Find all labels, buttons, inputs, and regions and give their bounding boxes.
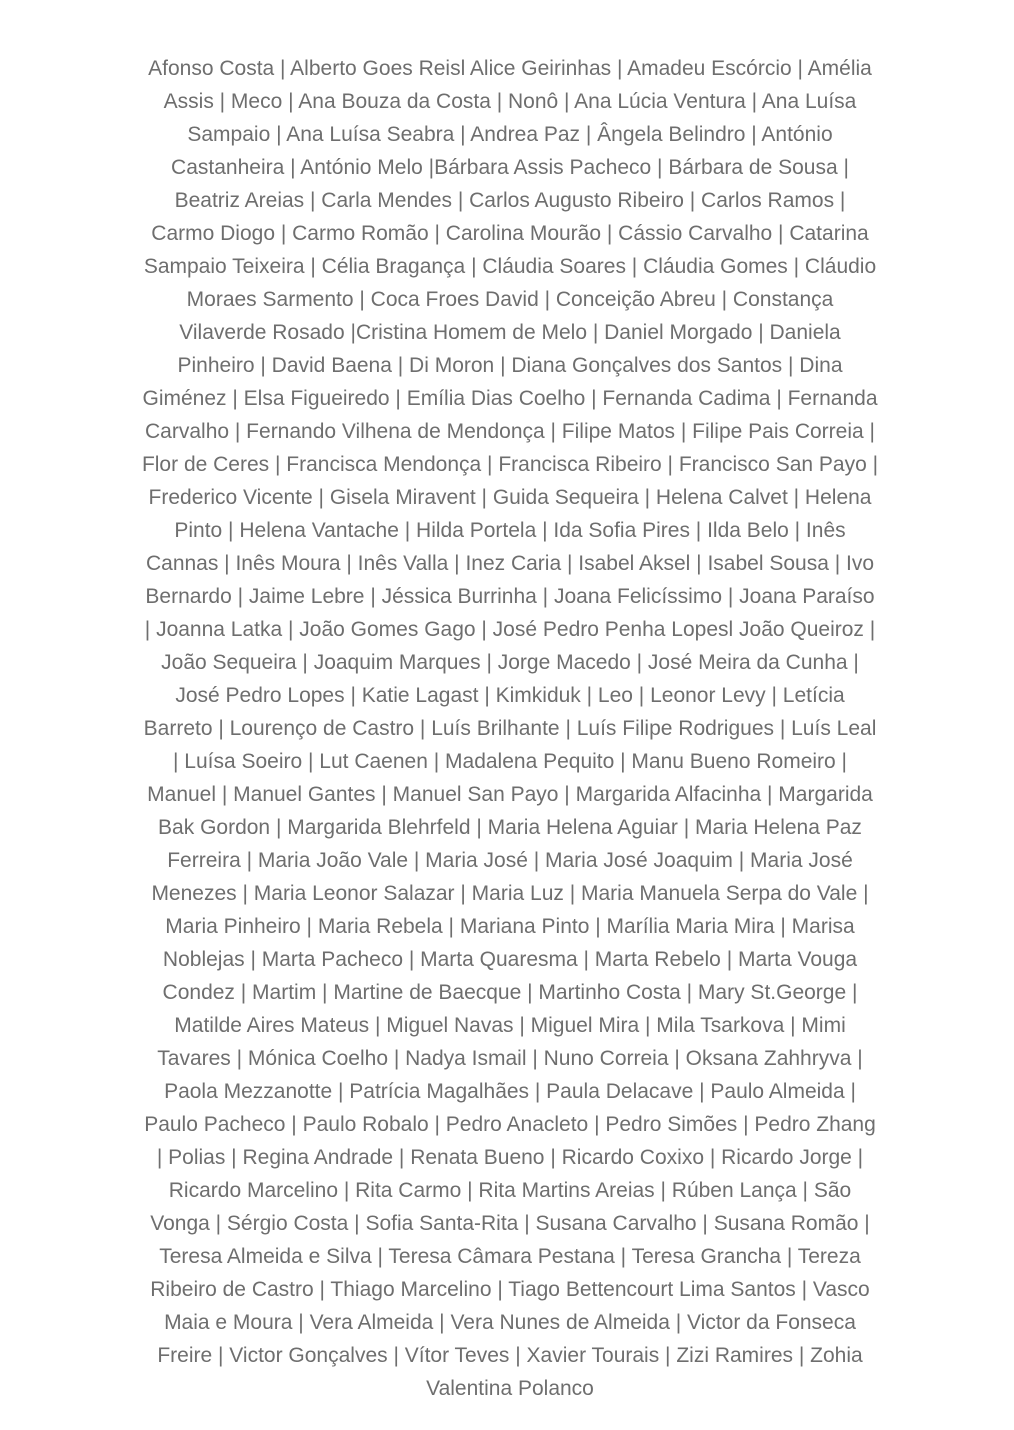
names-line: Ricardo Marcelino | Rita Carmo | Rita Martins Areias | Rúben Lança | São [168, 1179, 852, 1202]
names-line: Paulo Pacheco | Paulo Robalo | Pedro Anacleto | Pedro Simões | Pedro Zhang [144, 1113, 876, 1136]
names-line: Ribeiro de Castro | Thiago Marcelino | Tiago Bettencourt Lima Santos | Vasco [150, 1278, 870, 1301]
names-line: Maria Pinheiro | Maria Rebela | Mariana Pinto | Marília Maria Mira | Marisa [165, 915, 855, 938]
names-line: José Pedro Lopes | Katie Lagast | Kimkiduk | Leo | Leonor Levy | Letícia [175, 684, 845, 707]
names-line: Ferreira | Maria João Vale | Maria José | Maria José Joaquim | Maria José [167, 849, 853, 872]
names-line: João Sequeira | Joaquim Marques | Jorge Macedo | José Meira da Cunha | [161, 651, 859, 674]
names-line: Freire | Victor Gonçalves | Vítor Teves | Xavier Tourais | Zizi Ramires | Zohia [157, 1344, 863, 1367]
names-line: Tavares | Mónica Coelho | Nadya Ismail | Nuno Correia | Oksana Zahhryva | [157, 1047, 863, 1070]
names-line: Cannas | Inês Moura | Inês Valla | Inez Caria | Isabel Aksel | Isabel Sousa | Ivo [145, 552, 875, 575]
names-line: Pinto | Helena Vantache | Hilda Portela | Ida Sofia Pires | Ilda Belo | Inês [174, 519, 846, 542]
names-line: Bernardo | Jaime Lebre | Jéssica Burrinha | Joana Felicíssimo | Joana Paraíso [145, 585, 875, 608]
names-line: | Polias | Regina Andrade | Renata Bueno | Ricardo Coxixo | Ricardo Jorge | [156, 1146, 864, 1169]
names-line: Carvalho | Fernando Vilhena de Mendonça | Filipe Matos | Filipe Pais Correia | [145, 420, 875, 443]
names-line: Castanheira | António Melo |Bárbara Assis Pacheco | Bárbara de Sousa | [171, 156, 849, 179]
names-line: Giménez | Elsa Figueiredo | Emília Dias Coelho | Fernanda Cadima | Fernanda [142, 387, 878, 410]
names-line: Maia e Moura | Vera Almeida | Vera Nunes de Almeida | Victor da Fonseca [164, 1311, 856, 1334]
names-line: | Joanna Latka | João Gomes Gago | José Pedro Penha Lopesl João Queiroz | [144, 618, 876, 641]
names-line: | Luísa Soeiro | Lut Caenen | Madalena Pequito | Manu Bueno Romeiro | [172, 750, 848, 773]
names-line: Valentina Polanco [426, 1377, 594, 1400]
names-line: Paola Mezzanotte | Patrícia Magalhães | Paula Delacave | Paulo Almeida | [164, 1080, 856, 1103]
names-line: Vilaverde Rosado |Cristina Homem de Melo | Daniel Morgado | Daniela [179, 321, 841, 344]
names-line: Barreto | Lourenço de Castro | Luís Brilhante | Luís Filipe Rodrigues | Luís Leal [143, 717, 877, 740]
names-line: Beatriz Areias | Carla Mendes | Carlos Augusto Ribeiro | Carlos Ramos | [174, 189, 846, 212]
names-line: Afonso Costa | Alberto Goes Reisl Alice Geirinhas | Amadeu Escórcio | Amélia [148, 57, 872, 80]
names-line: Moraes Sarmento | Coca Froes David | Conceição Abreu | Constança [186, 288, 834, 311]
names-line: Teresa Almeida e Silva | Teresa Câmara Pestana | Teresa Grancha | Tereza [159, 1245, 861, 1268]
names-line: Flor de Ceres | Francisca Mendonça | Francisca Ribeiro | Francisco San Payo | [141, 453, 879, 476]
names-line: Assis | Meco | Ana Bouza da Costa | Nonô | Ana Lúcia Ventura | Ana Luísa [163, 90, 857, 113]
names-line: Manuel | Manuel Gantes | Manuel San Payo | Margarida Alfacinha | Margarida [147, 783, 873, 806]
names-line: Frederico Vicente | Gisela Miravent | Guida Sequeira | Helena Calvet | Helena [148, 486, 872, 509]
names-line: Sampaio | Ana Luísa Seabra | Andrea Paz | Ângela Belindro | António [187, 123, 833, 146]
names-line: Vonga | Sérgio Costa | Sofia Santa-Rita | Susana Carvalho | Susana Romão | [150, 1212, 870, 1235]
names-line: Menezes | Maria Leonor Salazar | Maria Luz | Maria Manuela Serpa do Vale | [151, 882, 869, 905]
names-line: Condez | Martim | Martine de Baecque | Martinho Costa | Mary St.George | [162, 981, 858, 1004]
names-line: Matilde Aires Mateus | Miguel Navas | Miguel Mira | Mila Tsarkova | Mimi [174, 1014, 846, 1037]
names-line: Bak Gordon | Margarida Blehrfeld | Maria Helena Aguiar | Maria Helena Paz [158, 816, 862, 839]
names-line: Noblejas | Marta Pacheco | Marta Quaresma | Marta Rebelo | Marta Vouga [162, 948, 858, 971]
names-list [120, 52, 900, 1405]
names-line: Sampaio Teixeira | Célia Bragança | Cláudia Soares | Cláudia Gomes | Cláudio [143, 255, 877, 278]
names-line: Carmo Diogo | Carmo Romão | Carolina Mourão | Cássio Carvalho | Catarina [151, 222, 869, 245]
names-line: Pinheiro | David Baena | Di Moron | Diana Gonçalves dos Santos | Dina [177, 354, 843, 377]
